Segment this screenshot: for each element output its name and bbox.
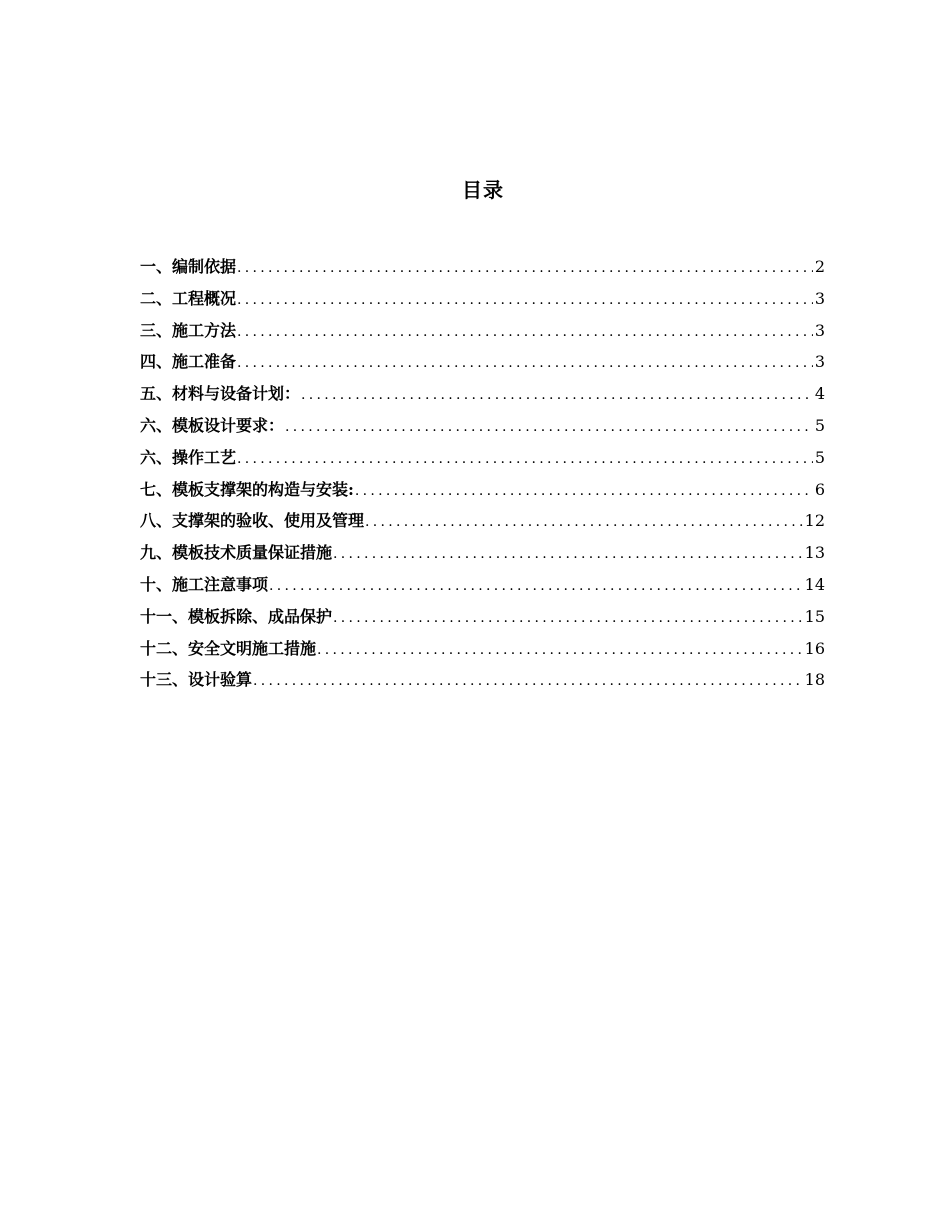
toc-dot-leader bbox=[237, 254, 813, 282]
toc-dot-leader bbox=[317, 636, 803, 664]
toc-entry[interactable] bbox=[140, 603, 825, 635]
toc-entry-label: 七、模板支撑架的构造与安装: bbox=[140, 479, 354, 499]
toc-entry-label: 四、施工准备 bbox=[140, 352, 237, 372]
toc-entry-label: 十三、设计验算 bbox=[140, 670, 253, 690]
toc-title: 目录 bbox=[462, 178, 504, 202]
toc-entry-label: 二、工程概况 bbox=[140, 288, 237, 308]
toc-dot-leader bbox=[237, 318, 813, 346]
toc-entry-label: 十二、安全文明施工措施 bbox=[140, 638, 317, 658]
toc-entry[interactable] bbox=[140, 476, 825, 508]
toc-page-number: 15 bbox=[804, 606, 825, 626]
toc-entry-label: 五、材料与设备计划： bbox=[140, 384, 301, 404]
toc-page-number: 4 bbox=[814, 384, 825, 404]
toc-page-number: 3 bbox=[814, 288, 825, 308]
toc-page-number: 13 bbox=[804, 543, 825, 563]
toc-page-number: 5 bbox=[814, 415, 825, 435]
toc-list bbox=[140, 253, 825, 698]
toc-entry[interactable] bbox=[140, 507, 825, 539]
toc-dot-leader bbox=[333, 540, 803, 568]
toc-entry[interactable] bbox=[140, 444, 825, 476]
toc-entry-label: 十一、模板拆除、成品保护 bbox=[140, 606, 333, 626]
toc-entry[interactable] bbox=[140, 253, 825, 285]
toc-page-number: 6 bbox=[814, 479, 825, 499]
toc-page-number: 14 bbox=[804, 574, 825, 594]
toc-dot-leader bbox=[237, 349, 813, 377]
toc-dot-leader bbox=[285, 413, 813, 441]
toc-entry-label: 九、模板技术质量保证措施 bbox=[140, 543, 333, 563]
toc-entry[interactable] bbox=[140, 635, 825, 667]
toc-entry-label: 一、编制依据 bbox=[140, 257, 237, 276]
toc-entry-label: 十、施工注意事项 bbox=[140, 574, 269, 594]
toc-entry[interactable] bbox=[140, 285, 825, 317]
toc-page-number: 5 bbox=[814, 447, 825, 467]
toc-dot-leader bbox=[237, 286, 813, 314]
toc-entry-label: 三、施工方法 bbox=[140, 320, 237, 340]
toc-page-number: 3 bbox=[814, 320, 825, 340]
toc-dot-leader bbox=[365, 508, 803, 536]
toc-dot-leader bbox=[269, 572, 803, 600]
toc-dot-leader bbox=[237, 445, 813, 473]
toc-dot-leader bbox=[355, 477, 813, 505]
toc-entry[interactable] bbox=[140, 317, 825, 349]
toc-dot-leader bbox=[301, 381, 813, 409]
toc-entry[interactable] bbox=[140, 539, 825, 571]
toc-entry[interactable] bbox=[140, 380, 825, 412]
toc-entry[interactable] bbox=[140, 666, 825, 698]
toc-entry[interactable] bbox=[140, 412, 825, 444]
toc-page-number: 18 bbox=[804, 670, 825, 690]
toc-dot-leader bbox=[253, 667, 803, 695]
toc-entry[interactable] bbox=[140, 571, 825, 603]
toc-dot-leader bbox=[333, 604, 803, 632]
toc-entry-label: 八、支撑架的验收、使用及管理 bbox=[140, 511, 365, 531]
toc-entry-label: 六、操作工艺 bbox=[140, 447, 237, 467]
toc-entry-label: 六、模板设计要求： bbox=[140, 415, 285, 435]
toc-entry[interactable] bbox=[140, 348, 825, 380]
toc-page-number: 2 bbox=[814, 257, 825, 276]
toc-page-number: 3 bbox=[814, 352, 825, 372]
toc-page-number: 16 bbox=[804, 638, 825, 658]
toc-page-number: 12 bbox=[804, 511, 825, 531]
